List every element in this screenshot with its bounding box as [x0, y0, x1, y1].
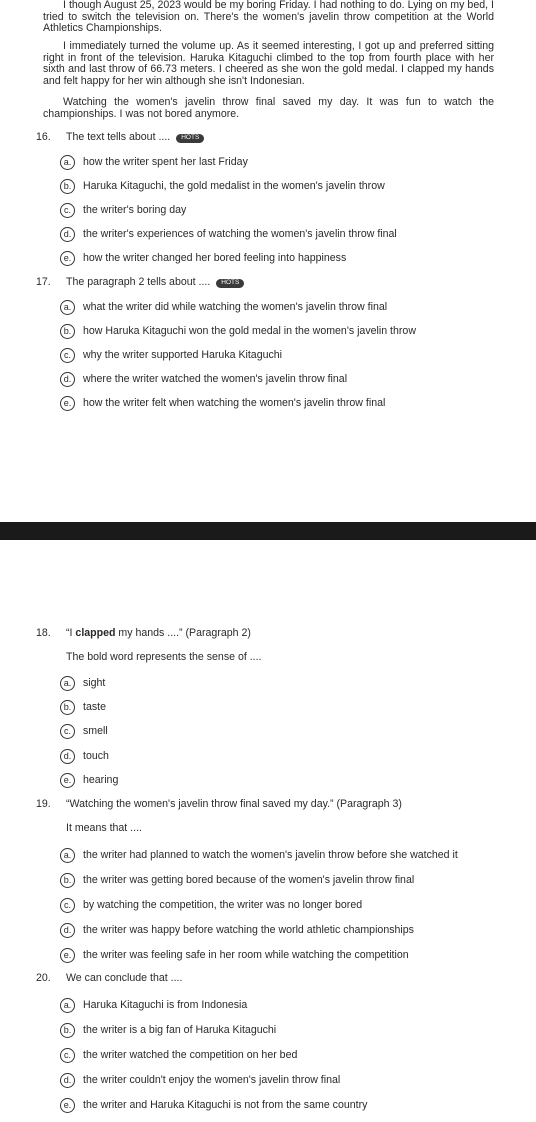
option-text: touch	[83, 749, 109, 762]
option-17-b[interactable]	[60, 324, 416, 339]
option-text: the writer couldn't enjoy the women's javelin throw final	[83, 1073, 341, 1086]
option-letter: e.	[60, 251, 75, 266]
option-20-e[interactable]	[60, 1098, 367, 1113]
option-text: hearing	[83, 773, 119, 786]
option-letter: a.	[60, 848, 75, 863]
option-text: sight	[83, 676, 106, 689]
option-letter: d.	[60, 1073, 75, 1088]
option-text: where the writer watched the women's javelin throw final	[83, 372, 348, 385]
bold-word: clapped	[75, 627, 116, 640]
option-letter: c.	[60, 724, 75, 739]
option-letter: d.	[60, 372, 75, 387]
option-letter: c.	[60, 203, 75, 218]
option-19-b[interactable]	[60, 873, 414, 888]
option-text: what the writer did while watching the women's javelin throw final	[83, 300, 388, 313]
question-number: 20.	[36, 972, 51, 985]
passage-paragraph-2: I immediately turned the volume up. As it seemed interesting, I got up and preferred sitting right in front of the television. Haruka Kitaguchi climbed to the top from fourth place with her sixth and last throw of 66.73 meters. I cheered as she won the gold medal. I clapped my hands and felt happy for her win although she isn't Indonesian.	[43, 40, 494, 87]
question-17	[36, 276, 506, 290]
question-20	[36, 972, 506, 986]
option-text: the writer had planned to watch the women's javelin throw before she watched it	[83, 848, 458, 861]
question-number: 16.	[36, 131, 51, 144]
option-20-a[interactable]	[60, 998, 247, 1013]
option-20-c[interactable]	[60, 1048, 297, 1063]
option-16-b[interactable]	[60, 179, 385, 194]
option-16-c[interactable]	[60, 203, 186, 218]
option-text: how the writer spent her last Friday	[83, 155, 248, 168]
option-letter: b.	[60, 873, 75, 888]
option-18-c[interactable]	[60, 724, 108, 739]
option-text: the writer was feeling safe in her room while watching the competition	[83, 948, 409, 961]
question-subtext: It means that ....	[66, 822, 142, 835]
option-text: by watching the competition, the writer was no longer bored	[83, 898, 363, 911]
option-text: the writer and Haruka Kitaguchi is not from the same country	[83, 1098, 368, 1111]
option-text: the writer watched the competition on her bed	[83, 1048, 298, 1061]
question-18	[36, 627, 506, 665]
question-text: “I clapped my hands ....” (Paragraph 2)	[66, 627, 251, 640]
option-18-e[interactable]	[60, 773, 118, 788]
option-text: smell	[83, 724, 108, 737]
option-18-a[interactable]	[60, 676, 105, 691]
option-letter: d.	[60, 923, 75, 938]
option-letter: b.	[60, 179, 75, 194]
option-letter: e.	[60, 948, 75, 963]
top-page	[0, 0, 536, 522]
question-text: The text tells about ....	[66, 131, 171, 144]
option-20-b[interactable]	[60, 1023, 276, 1038]
option-19-c[interactable]	[60, 898, 362, 913]
option-text: the writer is a big fan of Haruka Kitaguchi	[83, 1023, 277, 1036]
option-letter: b.	[60, 700, 75, 715]
option-17-e[interactable]	[60, 396, 385, 411]
option-text: how the writer changed her bored feeling into happiness	[83, 251, 347, 264]
option-17-d[interactable]	[60, 372, 347, 387]
option-text: Haruka Kitaguchi is from Indonesia	[83, 998, 248, 1011]
option-16-e[interactable]	[60, 251, 346, 266]
question-number: 18.	[36, 627, 51, 640]
option-letter: e.	[60, 396, 75, 411]
option-letter: c.	[60, 348, 75, 363]
option-letter: a.	[60, 676, 75, 691]
option-letter: c.	[60, 898, 75, 913]
option-text: how the writer felt when watching the women's javelin throw final	[83, 396, 386, 409]
option-letter: c.	[60, 1048, 75, 1063]
option-letter: a.	[60, 998, 75, 1013]
option-18-b[interactable]	[60, 700, 106, 715]
passage-paragraph-1: I though August 25, 2023 would be my boring Friday. I had nothing to do. Lying on my bed, I tried to switch the television on. There's the women's javelin throw competition at the World Athletics Championships.	[43, 0, 494, 35]
option-17-c[interactable]	[60, 348, 282, 363]
option-letter: e.	[60, 1098, 75, 1113]
passage-paragraph-3: Watching the women's javelin throw final saved my day. It was fun to watch the championships. I was not bored anymore.	[43, 96, 494, 120]
option-19-e[interactable]	[60, 948, 409, 963]
page-separator	[0, 522, 536, 540]
question-16	[36, 131, 506, 145]
option-16-a[interactable]	[60, 155, 248, 170]
option-17-a[interactable]	[60, 300, 387, 315]
option-19-d[interactable]	[60, 923, 414, 938]
hots-badge: HOTS	[176, 134, 204, 143]
question-text: The paragraph 2 tells about ....	[66, 276, 211, 289]
option-letter: a.	[60, 300, 75, 315]
bottom-page	[0, 558, 536, 1122]
option-text: taste	[83, 700, 106, 713]
option-letter: b.	[60, 324, 75, 339]
option-20-d[interactable]	[60, 1073, 340, 1088]
question-number: 17.	[36, 276, 51, 289]
question-number: 19.	[36, 798, 51, 811]
option-text: the writer was getting bored because of the women's javelin throw final	[83, 873, 415, 886]
question-19	[36, 798, 506, 836]
option-text: Haruka Kitaguchi, the gold medalist in the women's javelin throw	[83, 179, 385, 192]
option-text: the writer's experiences of watching the women's javelin throw final	[83, 227, 397, 240]
page-gap	[0, 540, 536, 558]
option-16-d[interactable]	[60, 227, 397, 242]
option-text: the writer was happy before watching the world athletic championships	[83, 923, 414, 936]
option-letter: d.	[60, 227, 75, 242]
hots-badge: HOTS	[216, 279, 244, 288]
option-18-d[interactable]	[60, 749, 109, 764]
option-letter: b.	[60, 1023, 75, 1038]
question-text: “Watching the women's javelin throw final saved my day.” (Paragraph 3)	[66, 798, 402, 811]
option-text: how Haruka Kitaguchi won the gold medal in the women's javelin throw	[83, 324, 416, 337]
option-letter: d.	[60, 749, 75, 764]
option-text: why the writer supported Haruka Kitaguchi	[83, 348, 283, 361]
question-text: We can conclude that ....	[66, 972, 183, 985]
option-letter: e.	[60, 773, 75, 788]
question-subtext: The bold word represents the sense of ....	[66, 651, 262, 664]
option-letter: a.	[60, 155, 75, 170]
option-text: the writer's boring day	[83, 203, 187, 216]
option-19-a[interactable]	[60, 848, 458, 863]
